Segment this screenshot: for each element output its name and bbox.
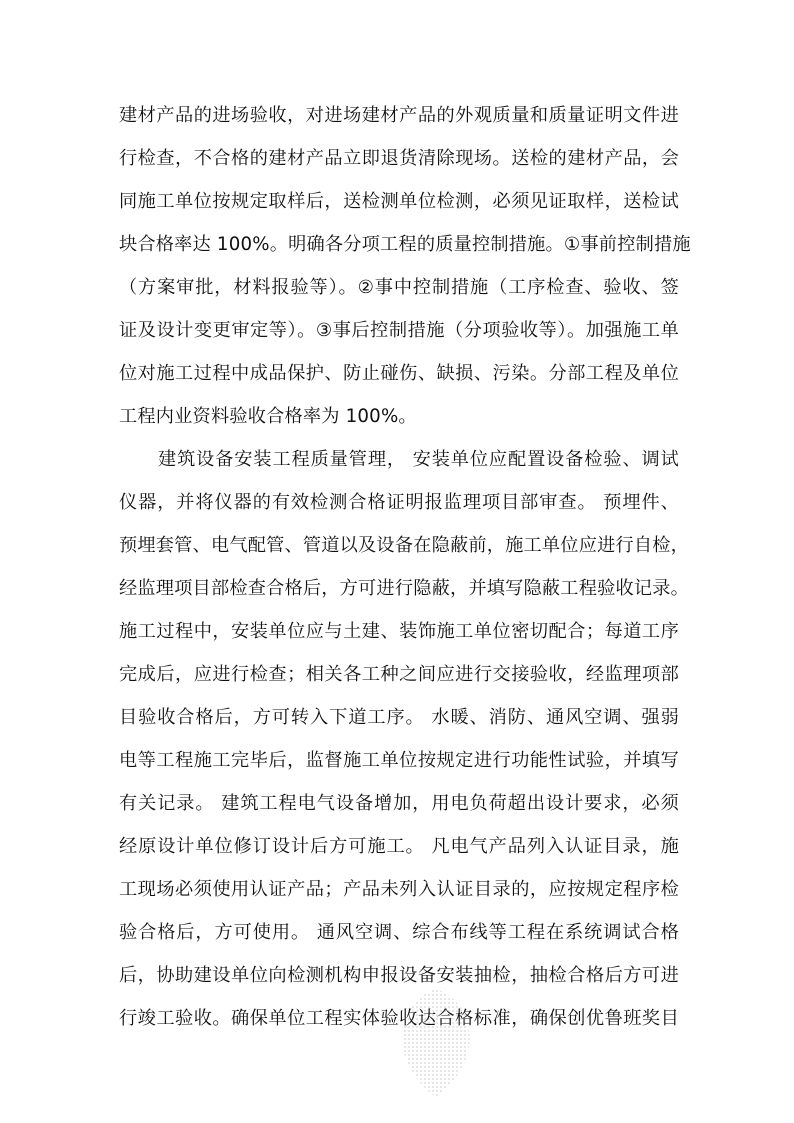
text-line: 施工过程中，安装单位应与土建、装饰施工单位密切配合；每道工序: [119, 621, 679, 642]
text-line: 后，协助建设单位向检测机构申报设备安装抽检，抽检合格后方可进: [119, 965, 679, 986]
text-line: 有关记录。 建筑工程电气设备增加，用电负荷超出设计要求，必须: [119, 793, 679, 814]
text-line: 工现场必须使用认证产品；产品未列入认证目录的，应按规定程序检: [119, 879, 679, 900]
text-line: 经原设计单位修订设计后方可施工。 凡电气产品列入认证目录，施: [119, 836, 679, 857]
text-line: 电等工程施工完毕后，监督施工单位按规定进行功能性试验，并填写: [119, 750, 679, 771]
text-line: 验合格后，方可使用。 通风空调、综合布线等工程在系统调试合格: [119, 922, 679, 943]
text-line: 目验收合格后，方可转入下道工序。 水暖、消防、通风空调、强弱: [119, 707, 679, 728]
text-line: 行竣工验收。确保单位工程实体验收达合格标准，确保创优鲁班奖目: [119, 1008, 679, 1029]
text-line: 工程内业资料验收合格率为 100%。: [119, 406, 417, 427]
text-line: 预埋套管、电气配管、管道以及设备在隐蔽前，施工单位应进行自检，: [119, 535, 690, 556]
text-line: 完成后，应进行检查；相关各工种之间应进行交接验收，经监理项部: [119, 664, 679, 685]
text-line: 同施工单位按规定取样后，送检测单位检测，必须见证取样，送检试: [119, 191, 679, 212]
watermark-logo: [395, 985, 477, 1100]
text-line: 位对施工过程中成品保护、防止碰伤、缺损、污染。分部工程及单位: [119, 363, 679, 384]
text-line: （方案审批，材料报验等）。②事中控制措施（工序检查、验收、签: [119, 277, 679, 298]
text-line: 行检查，不合格的建材产品立即退货清除现场。送检的建材产品，会: [119, 148, 679, 169]
text-line: 经监理项目部检查合格后，方可进行隐蔽，并填写隐蔽工程验收记录。: [119, 578, 690, 599]
text-line: 块合格率达 100%。明确各分项工程的质量控制措施。①事前控制措施: [119, 234, 691, 255]
paragraph-first-line: 建筑设备安装工程质量管理， 安装单位应配置设备检验、调试: [158, 449, 679, 470]
text-line: 仪器，并将仪器的有效检测合格证明报监理项目部审查。 预埋件、: [119, 492, 679, 513]
text-line: 建材产品的进场验收，对进场建材产品的外观质量和质量证明文件进: [119, 105, 679, 126]
text-line: 证及设计变更审定等）。③事后控制措施（分项验收等）。加强施工单: [119, 320, 679, 341]
